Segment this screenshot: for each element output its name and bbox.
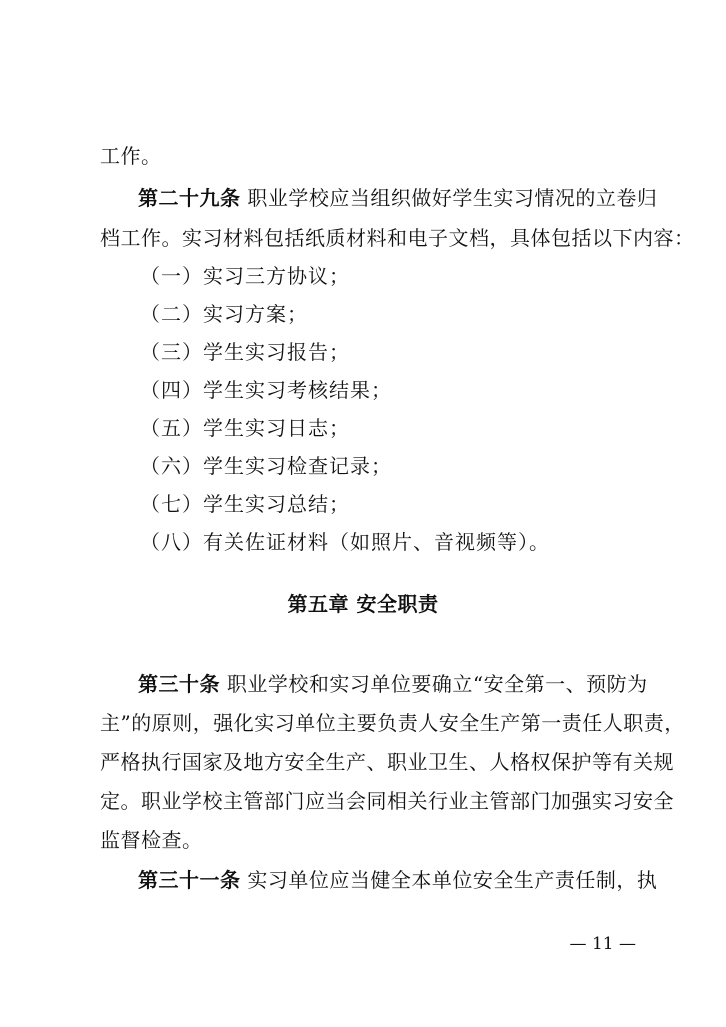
list-item: （二）实习方案； xyxy=(140,302,308,326)
article-30-line-1 xyxy=(138,670,648,698)
article-29-line-2: 档工作。实习材料包括纸质材料和电子文档，具体包括以下内容： xyxy=(100,226,695,250)
article-30-line-3: 严格执行国家及地方安全生产、职业卫生、人格权保护等有关规 xyxy=(100,750,674,774)
list-item: （三）学生实习报告； xyxy=(140,340,350,364)
article-29-line-1 xyxy=(138,184,658,212)
article-29-label: 第二十九条 xyxy=(138,186,241,210)
article-31-label: 第三十一条 xyxy=(138,868,241,892)
article-29-text-1: 职业学校应当组织做好学生实习情况的立卷归 xyxy=(247,186,658,210)
article-30-line-5: 监督检查。 xyxy=(100,828,203,852)
list-item: （六）学生实习检查记录； xyxy=(140,454,392,478)
continuation-text: 工作。 xyxy=(100,144,162,168)
article-31-text-1: 实习单位应当健全本单位安全生产责任制，执 xyxy=(247,868,658,892)
list-item: （五）学生实习日志； xyxy=(140,416,350,440)
article-30-line-4: 定。职业学校主管部门应当会同相关行业主管部门加强实习安全 xyxy=(100,789,674,813)
article-31-line-1 xyxy=(138,866,658,894)
list-item: （八）有关佐证材料（如照片、音视频等）。 xyxy=(140,530,550,554)
list-item: （四）学生实习考核结果； xyxy=(140,378,392,402)
article-30-text-1: 职业学校和实习单位要确立“安全第一、预防为 xyxy=(226,672,648,696)
article-30-label: 第三十条 xyxy=(138,672,220,696)
list-item: （一）实习三方协议； xyxy=(140,264,350,288)
list-item: （七）学生实习总结； xyxy=(140,492,350,516)
article-30-line-2: 主”的原则，强化实习单位主要负责人安全生产第一责任人职责， xyxy=(100,711,685,735)
page-number: — 11 — xyxy=(569,934,636,954)
chapter-title: 第五章 安全职责 xyxy=(287,592,439,616)
